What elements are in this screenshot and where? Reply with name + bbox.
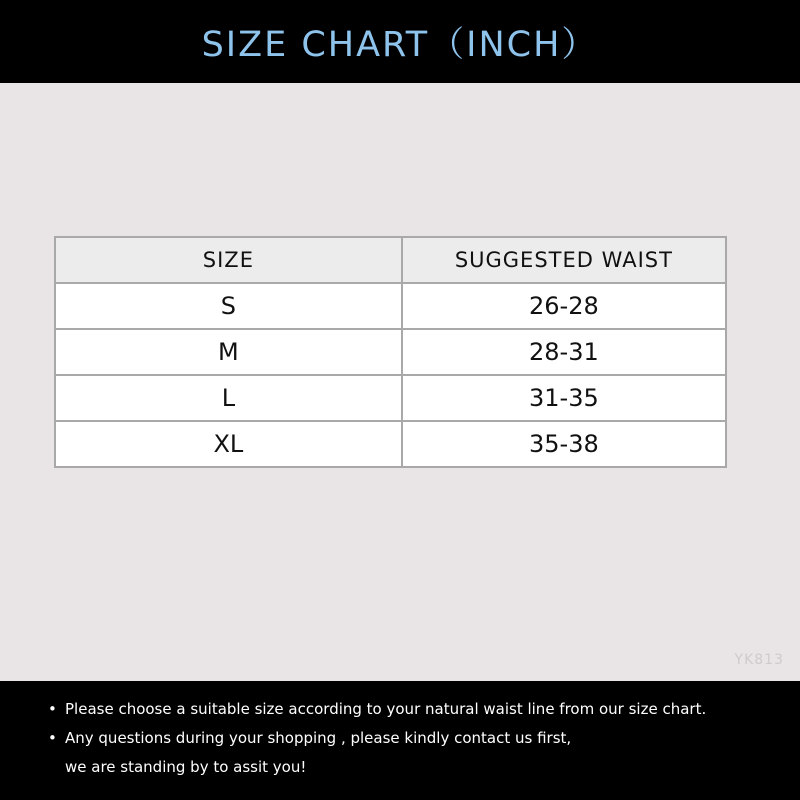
size-cell: XL xyxy=(55,421,402,467)
bullet-icon: • xyxy=(48,729,57,747)
size-table-container xyxy=(54,236,727,468)
column-header-size: SIZE xyxy=(55,237,402,283)
waist-cell: 31-35 xyxy=(402,375,726,421)
notes-list xyxy=(0,681,800,782)
size-cell: L xyxy=(55,375,402,421)
waist-cell: 28-31 xyxy=(402,329,726,375)
note-text: Please choose a suitable size according to your natural waist line from our size chart. xyxy=(65,700,707,718)
waist-cell: 35-38 xyxy=(402,421,726,467)
list-item-continuation xyxy=(48,753,800,782)
size-cell: S xyxy=(55,283,402,329)
note-text: we are standing by to assit you! xyxy=(65,758,307,776)
note-text: Any questions during your shopping , please kindly contact us first, xyxy=(65,729,572,747)
column-header-waist: SUGGESTED WAIST xyxy=(402,237,726,283)
table-header-row xyxy=(55,237,726,283)
table-row xyxy=(55,421,726,467)
waist-cell: 26-28 xyxy=(402,283,726,329)
bullet-icon: • xyxy=(48,700,57,718)
size-cell: M xyxy=(55,329,402,375)
title-bar xyxy=(0,0,800,83)
table-row xyxy=(55,375,726,421)
table-row xyxy=(55,329,726,375)
size-table xyxy=(54,236,727,468)
list-item xyxy=(48,724,800,753)
notes-bar xyxy=(0,681,800,800)
product-code: YK813 xyxy=(734,652,784,668)
table-row xyxy=(55,283,726,329)
page-title: SIZE CHART（INCH） xyxy=(201,24,599,65)
list-item xyxy=(48,695,800,724)
